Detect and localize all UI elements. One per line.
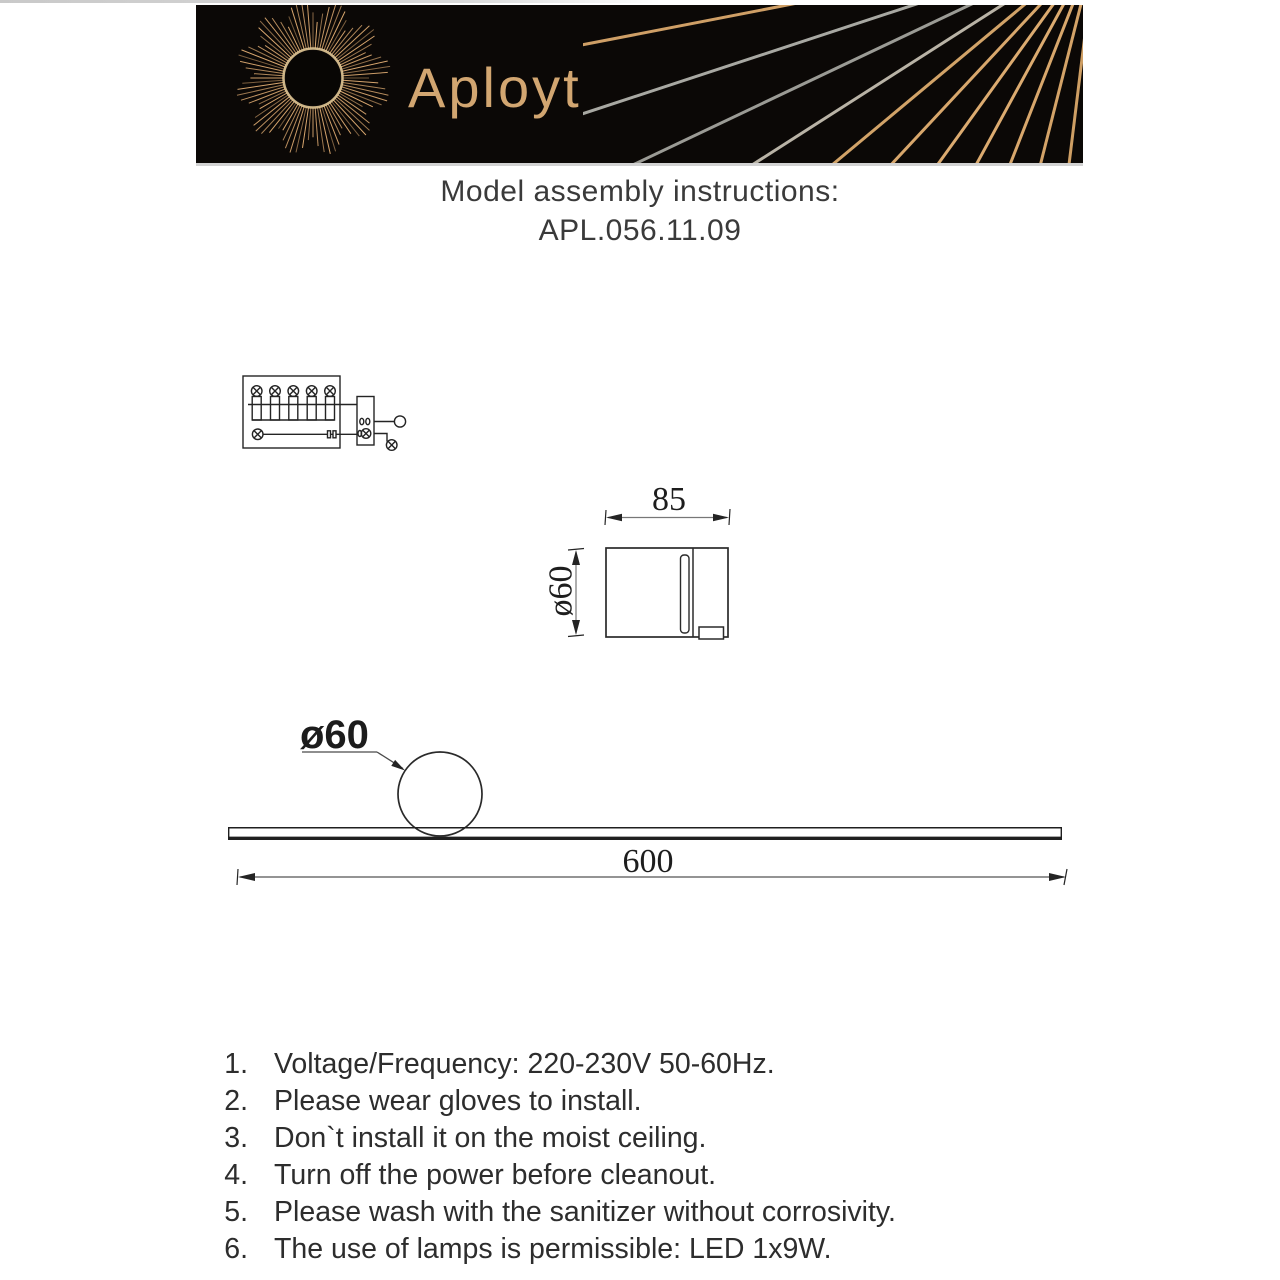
page-title: Model assembly instructions: [440, 175, 840, 208]
item-text: Please wear gloves to install. [274, 1085, 642, 1117]
item-number: 2. [224, 1085, 248, 1117]
list-item [200, 1157, 1140, 1194]
item-number: 5. [224, 1196, 248, 1228]
lamp-symbol [252, 429, 263, 440]
model-number: APL.056.11.09 [538, 214, 742, 247]
item-number: 3. [224, 1122, 248, 1154]
diameter-dimension-label: ø60 [542, 565, 580, 617]
tube-diameter-label: ø60 [300, 713, 369, 757]
mounting-bar [228, 827, 1062, 839]
item-number: 1. [224, 1048, 248, 1080]
lamp-symbol [386, 440, 397, 451]
item-text: Voltage/Frequency: 220-230V 50-60Hz. [274, 1048, 775, 1080]
item-text: Don`t install it on the moist ceiling. [274, 1122, 707, 1154]
item-text: Please wash with the sanitizer without corrosivity. [274, 1196, 896, 1228]
width-dimension-label: 85 [652, 481, 686, 518]
lamp-head-circle [398, 752, 482, 836]
wiring-schematic [235, 365, 420, 465]
list-item [200, 1083, 1140, 1120]
item-number: 4. [224, 1159, 248, 1191]
length-dimension-label: 600 [622, 843, 674, 880]
instruction-list [200, 1046, 1140, 1268]
ray-fan-icon [583, 5, 1083, 163]
brand-banner [196, 5, 1083, 166]
page-top-edge-line [0, 0, 660, 3]
side-view-drawing [215, 700, 1085, 895]
sunburst-logo-icon [213, 5, 413, 166]
brand-name: Aployt [408, 56, 582, 119]
list-item [200, 1194, 1140, 1231]
title-block [0, 172, 1280, 250]
list-item [200, 1231, 1140, 1268]
item-number: 6. [224, 1233, 248, 1265]
item-text: The use of lamps is permissible: LED 1x9W. [274, 1233, 832, 1265]
plug-symbol [394, 416, 405, 427]
list-item [200, 1120, 1140, 1157]
front-view-drawing [540, 465, 750, 650]
list-item [200, 1046, 1140, 1083]
lamp-symbols [251, 386, 335, 420]
item-text: Turn off the power before cleanout. [274, 1159, 717, 1191]
